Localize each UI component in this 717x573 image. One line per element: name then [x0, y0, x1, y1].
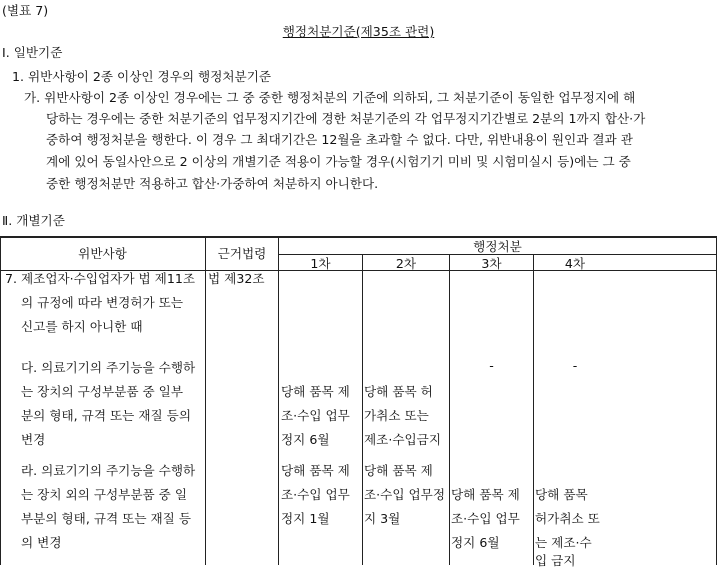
- item7-basis: 법 제32조: [208, 271, 265, 286]
- row-ra-violation-line: 의 변경: [21, 535, 62, 550]
- item7-violation-line: 신고를 하지 아니한 때: [21, 319, 143, 334]
- table-border-left: [0, 236, 1, 565]
- section-individual-title: Ⅱ. 개별기준: [2, 213, 65, 228]
- row-ra-round3-line: 조·수입 업무: [451, 511, 520, 526]
- table-divider: [449, 254, 450, 565]
- general-paragraph-line: 당하는 경우에는 중한 처분기준의 업무정지기간에 경한 처분기준의 각 업무정지기간별로 2분의 1까지 합산·가: [46, 111, 646, 126]
- table-divider: [278, 236, 279, 565]
- row-ra-round1-line: 정지 1월: [281, 511, 330, 526]
- row-ra-violation-line: 부분의 형태, 규격 또는 재질 등: [21, 511, 192, 526]
- row-da-round3: -: [489, 358, 494, 373]
- row-da-round1-line: 당해 품목 제: [281, 384, 350, 399]
- row-ra-round4-line: 입 금지: [535, 553, 576, 568]
- item7-violation-line: 의 규정에 따라 변경허가 또는: [21, 295, 183, 310]
- general-paragraph-line: 계에 있어 동일사안으로 2 이상의 개별기준 적용이 가능할 경우(시험기기 미비 및 시험미실시 등)에는 그 중: [46, 154, 631, 169]
- appendix-label: (별표 7): [2, 3, 49, 18]
- header-round-3: 3차: [481, 256, 502, 271]
- header-round-1: 1차: [310, 256, 331, 271]
- row-ra-round2-line: 조·수입 업무정: [364, 487, 445, 502]
- general-paragraph-line: 중하여 행정처분을 행한다. 이 경우 그 최대기간은 12월을 초과할 수 없다. 다만, 위반내용이 원인과 결과 관: [46, 132, 633, 147]
- header-basis: 근거법령: [217, 246, 267, 261]
- row-ra-round4-line: 허가취소 또: [535, 511, 600, 526]
- section-general-title: Ⅰ. 일반기준: [2, 45, 63, 60]
- row-ra-round3-line: 정지 6월: [451, 535, 500, 550]
- row-da-round4: -: [572, 358, 578, 373]
- table-divider: [205, 236, 206, 565]
- row-ra-round2-line: 당해 품목 제: [364, 463, 433, 478]
- row-da-round1-line: 정지 6월: [281, 432, 330, 447]
- general-paragraph-line: 가. 위반사항이 2종 이상인 경우에는 그 중 중한 행정처분의 기준에 의하되, 그 처분기준이 동일한 업무정지에 해: [24, 90, 636, 105]
- general-paragraph-line: 중한 행정처분만 적용하고 합산·가중하여 처분하지 아니한다.: [46, 176, 379, 191]
- row-da-round2-line: 가취소 또는: [364, 408, 429, 423]
- header-violation: 위반사항: [78, 246, 127, 261]
- row-ra-round1-line: 조·수입 업무: [281, 487, 350, 502]
- header-round-4: 4차: [564, 256, 586, 271]
- row-ra-round2-line: 지 3월: [364, 511, 401, 526]
- page-title: 행정처분기준(제35조 관련): [282, 24, 435, 39]
- row-da-violation-line: 변경: [21, 432, 46, 447]
- row-ra-round4-line: 는 제조·수: [535, 535, 592, 550]
- row-da-violation-line: 분의 형태, 규격 또는 재질 등의: [21, 408, 192, 423]
- row-ra-violation-line: 는 장치 외의 구성부분품 중 일: [21, 487, 188, 502]
- row-da-violation-line: 다. 의료기기의 주기능을 수행하: [21, 360, 196, 375]
- general-item-1-title: 1. 위반사항이 2종 이상인 경우의 행정처분기준: [12, 69, 272, 84]
- row-da-round2-line: 당해 품목 허: [364, 384, 433, 399]
- header-disposition: 행정처분: [473, 239, 522, 254]
- table-divider: [533, 254, 534, 565]
- row-ra-round1-line: 당해 품목 제: [281, 463, 350, 478]
- row-ra-violation-line: 라. 의료기기의 주기능을 수행하: [21, 463, 196, 478]
- row-ra-round4-line: 당해 품목: [535, 487, 588, 502]
- row-da-round2-line: 제조·수입금지: [364, 432, 441, 447]
- header-round-2: 2차: [395, 256, 417, 271]
- row-da-round1-line: 조·수입 업무: [281, 408, 350, 423]
- row-ra-round3-line: 당해 품목 제: [451, 487, 520, 502]
- row-da-violation-line: 는 장치의 구성부분품 중 일부: [21, 384, 183, 399]
- item7-violation-line: 7. 제조업자·수입업자가 법 제11조: [5, 271, 196, 286]
- table-divider: [362, 254, 363, 565]
